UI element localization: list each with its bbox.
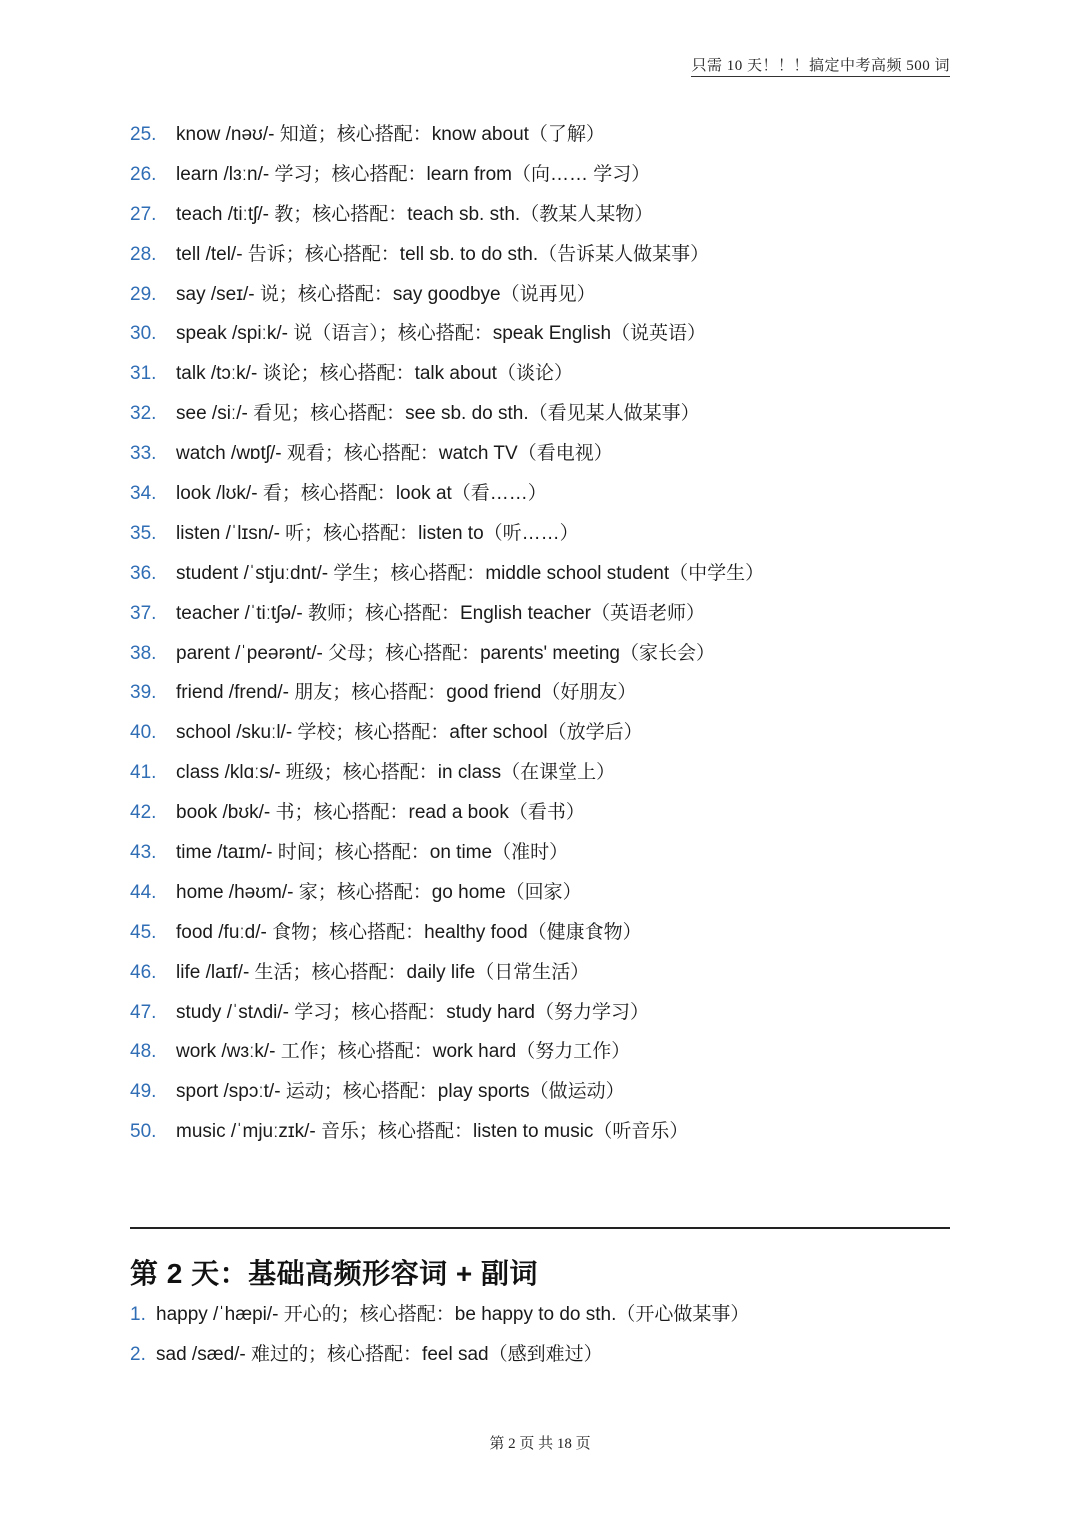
- list-item: [130, 434, 970, 474]
- item-number: 36.: [130, 562, 157, 584]
- item-text: friend /frend/- 朋友；核心搭配：good friend（好朋友）: [176, 682, 637, 704]
- page-footer: 第 2 页 共 18 页: [489, 1436, 591, 1452]
- item-number: 37.: [130, 602, 157, 624]
- item-number: 44.: [130, 881, 157, 903]
- list-item: [130, 873, 970, 913]
- item-text: work /wɜːk/- 工作；核心搭配：work hard（努力工作）: [176, 1041, 631, 1063]
- item-number: 25.: [130, 124, 157, 145]
- list-item: [130, 1032, 970, 1072]
- list-item: [130, 195, 970, 235]
- list-item: [130, 394, 970, 434]
- item-text: happy /ˈhæpi/- 开心的；核心搭配：be happy to do sth.（开心做某事）: [156, 1304, 750, 1325]
- list-item: [130, 1112, 970, 1152]
- item-number: 48.: [130, 1041, 157, 1063]
- list-item: [130, 993, 970, 1033]
- item-number: 39.: [130, 682, 157, 704]
- list-item: [130, 913, 970, 953]
- list-item: [130, 235, 970, 275]
- item-number: 27.: [130, 203, 157, 225]
- item-number: 43.: [130, 842, 157, 864]
- item-number: 38.: [130, 642, 157, 664]
- item-text: food /fuːd/- 食物；核心搭配：healthy food（健康食物）: [176, 921, 642, 943]
- list-item: [130, 634, 970, 674]
- item-text: teacher /ˈtiːtʃə/- 教师；核心搭配：English teacher（英语老师）: [176, 602, 705, 624]
- item-text: say /seɪ/- 说；核心搭配：say goodbye（说再见）: [176, 283, 596, 305]
- item-text: look /lʊk/- 看；核心搭配：look at（看……）: [176, 483, 547, 505]
- item-text: school /skuːl/- 学校；核心搭配：after school（放学后）: [176, 722, 643, 744]
- item-text: parent /ˈpeərənt/- 父母；核心搭配：parents' meeting（家长会）: [176, 642, 715, 664]
- section-divider: [130, 1227, 950, 1229]
- list-item: [130, 753, 970, 793]
- list-item: [130, 594, 970, 634]
- list-item: [130, 514, 970, 554]
- list-item: [130, 474, 970, 514]
- list-item: [130, 554, 970, 594]
- item-number: 32.: [130, 403, 157, 425]
- item-text: see /siː/- 看见；核心搭配：see sb. do sth.（看见某人做某事）: [176, 403, 700, 425]
- item-text: tell /tel/- 告诉；核心搭配：tell sb. to do sth.（告诉某人做某事）: [176, 243, 710, 265]
- item-text: know /nəʊ/- 知道；核心搭配：know about（了解）: [176, 124, 605, 145]
- item-text: teach /tiːtʃ/- 教；核心搭配：teach sb. sth.（教某人某物）: [176, 203, 654, 225]
- item-number: 28.: [130, 243, 157, 265]
- item-text: home /həʊm/- 家；核心搭配：go home（回家）: [176, 881, 582, 903]
- page-header: 只需 10 天！！！搞定中考高频 500 词: [691, 54, 950, 77]
- list-item: [130, 115, 970, 155]
- list-item: [130, 1295, 970, 1335]
- item-text: study /ˈstʌdi/- 学习；核心搭配：study hard（努力学习）: [176, 1001, 649, 1023]
- item-number: 49.: [130, 1081, 157, 1103]
- item-text: book /bʊk/- 书；核心搭配：read a book（看书）: [176, 802, 585, 824]
- item-text: talk /tɔːk/- 谈论；核心搭配：talk about（谈论）: [176, 363, 573, 385]
- list-item: [130, 275, 970, 315]
- item-number: 47.: [130, 1001, 157, 1023]
- item-number: 34.: [130, 483, 157, 505]
- list-item: [130, 833, 970, 873]
- item-number: 41.: [130, 762, 157, 784]
- list-item: [130, 953, 970, 993]
- item-number: 40.: [130, 722, 157, 744]
- list-item: [130, 354, 970, 394]
- item-number: 46.: [130, 961, 157, 983]
- list-item: [130, 1072, 970, 1112]
- item-number: 2.: [130, 1343, 146, 1365]
- item-text: speak /spiːk/- 说（语言）；核心搭配：speak English（说英语）: [176, 323, 707, 345]
- item-number: 30.: [130, 323, 157, 345]
- item-number: 35.: [130, 522, 157, 544]
- list-item: [130, 793, 970, 833]
- item-number: 29.: [130, 283, 157, 305]
- item-text: life /laɪf/- 生活；核心搭配：daily life（日常生活）: [176, 961, 590, 983]
- day2-word-list: [130, 1295, 970, 1374]
- item-number: 50.: [130, 1121, 157, 1143]
- list-item: [130, 1335, 970, 1375]
- item-text: sad /sæd/- 难过的；核心搭配：feel sad（感到难过）: [156, 1343, 603, 1365]
- item-number: 31.: [130, 363, 157, 385]
- item-text: class /klɑːs/- 班级；核心搭配：in class（在课堂上）: [176, 762, 616, 784]
- item-text: watch /wɒtʃ/- 观看；核心搭配：watch TV（看电视）: [176, 443, 613, 465]
- item-number: 42.: [130, 802, 157, 824]
- item-number: 1.: [130, 1304, 146, 1325]
- item-text: sport /spɔːt/- 运动；核心搭配：play sports（做运动）: [176, 1081, 625, 1103]
- item-text: time /taɪm/- 时间；核心搭配：on time（准时）: [176, 842, 569, 864]
- item-number: 26.: [130, 163, 157, 185]
- section-title: 第 2 天：基础高频形容词 + 副词: [130, 1258, 539, 1289]
- list-item: [130, 673, 970, 713]
- list-item: [130, 713, 970, 753]
- item-text: listen /ˈlɪsn/- 听；核心搭配：listen to（听……）: [176, 522, 579, 544]
- item-text: learn /lɜːn/- 学习；核心搭配：learn from（向…… 学习）: [176, 163, 651, 185]
- item-number: 33.: [130, 443, 157, 465]
- item-text: student /ˈstjuːdnt/- 学生；核心搭配：middle school student（中学生）: [176, 562, 765, 584]
- day1-word-list: [130, 115, 970, 1152]
- list-item: [130, 314, 970, 354]
- item-text: music /ˈmjuːzɪk/- 音乐；核心搭配：listen to music（听音乐）: [176, 1121, 689, 1143]
- item-number: 45.: [130, 921, 157, 943]
- list-item: [130, 155, 970, 195]
